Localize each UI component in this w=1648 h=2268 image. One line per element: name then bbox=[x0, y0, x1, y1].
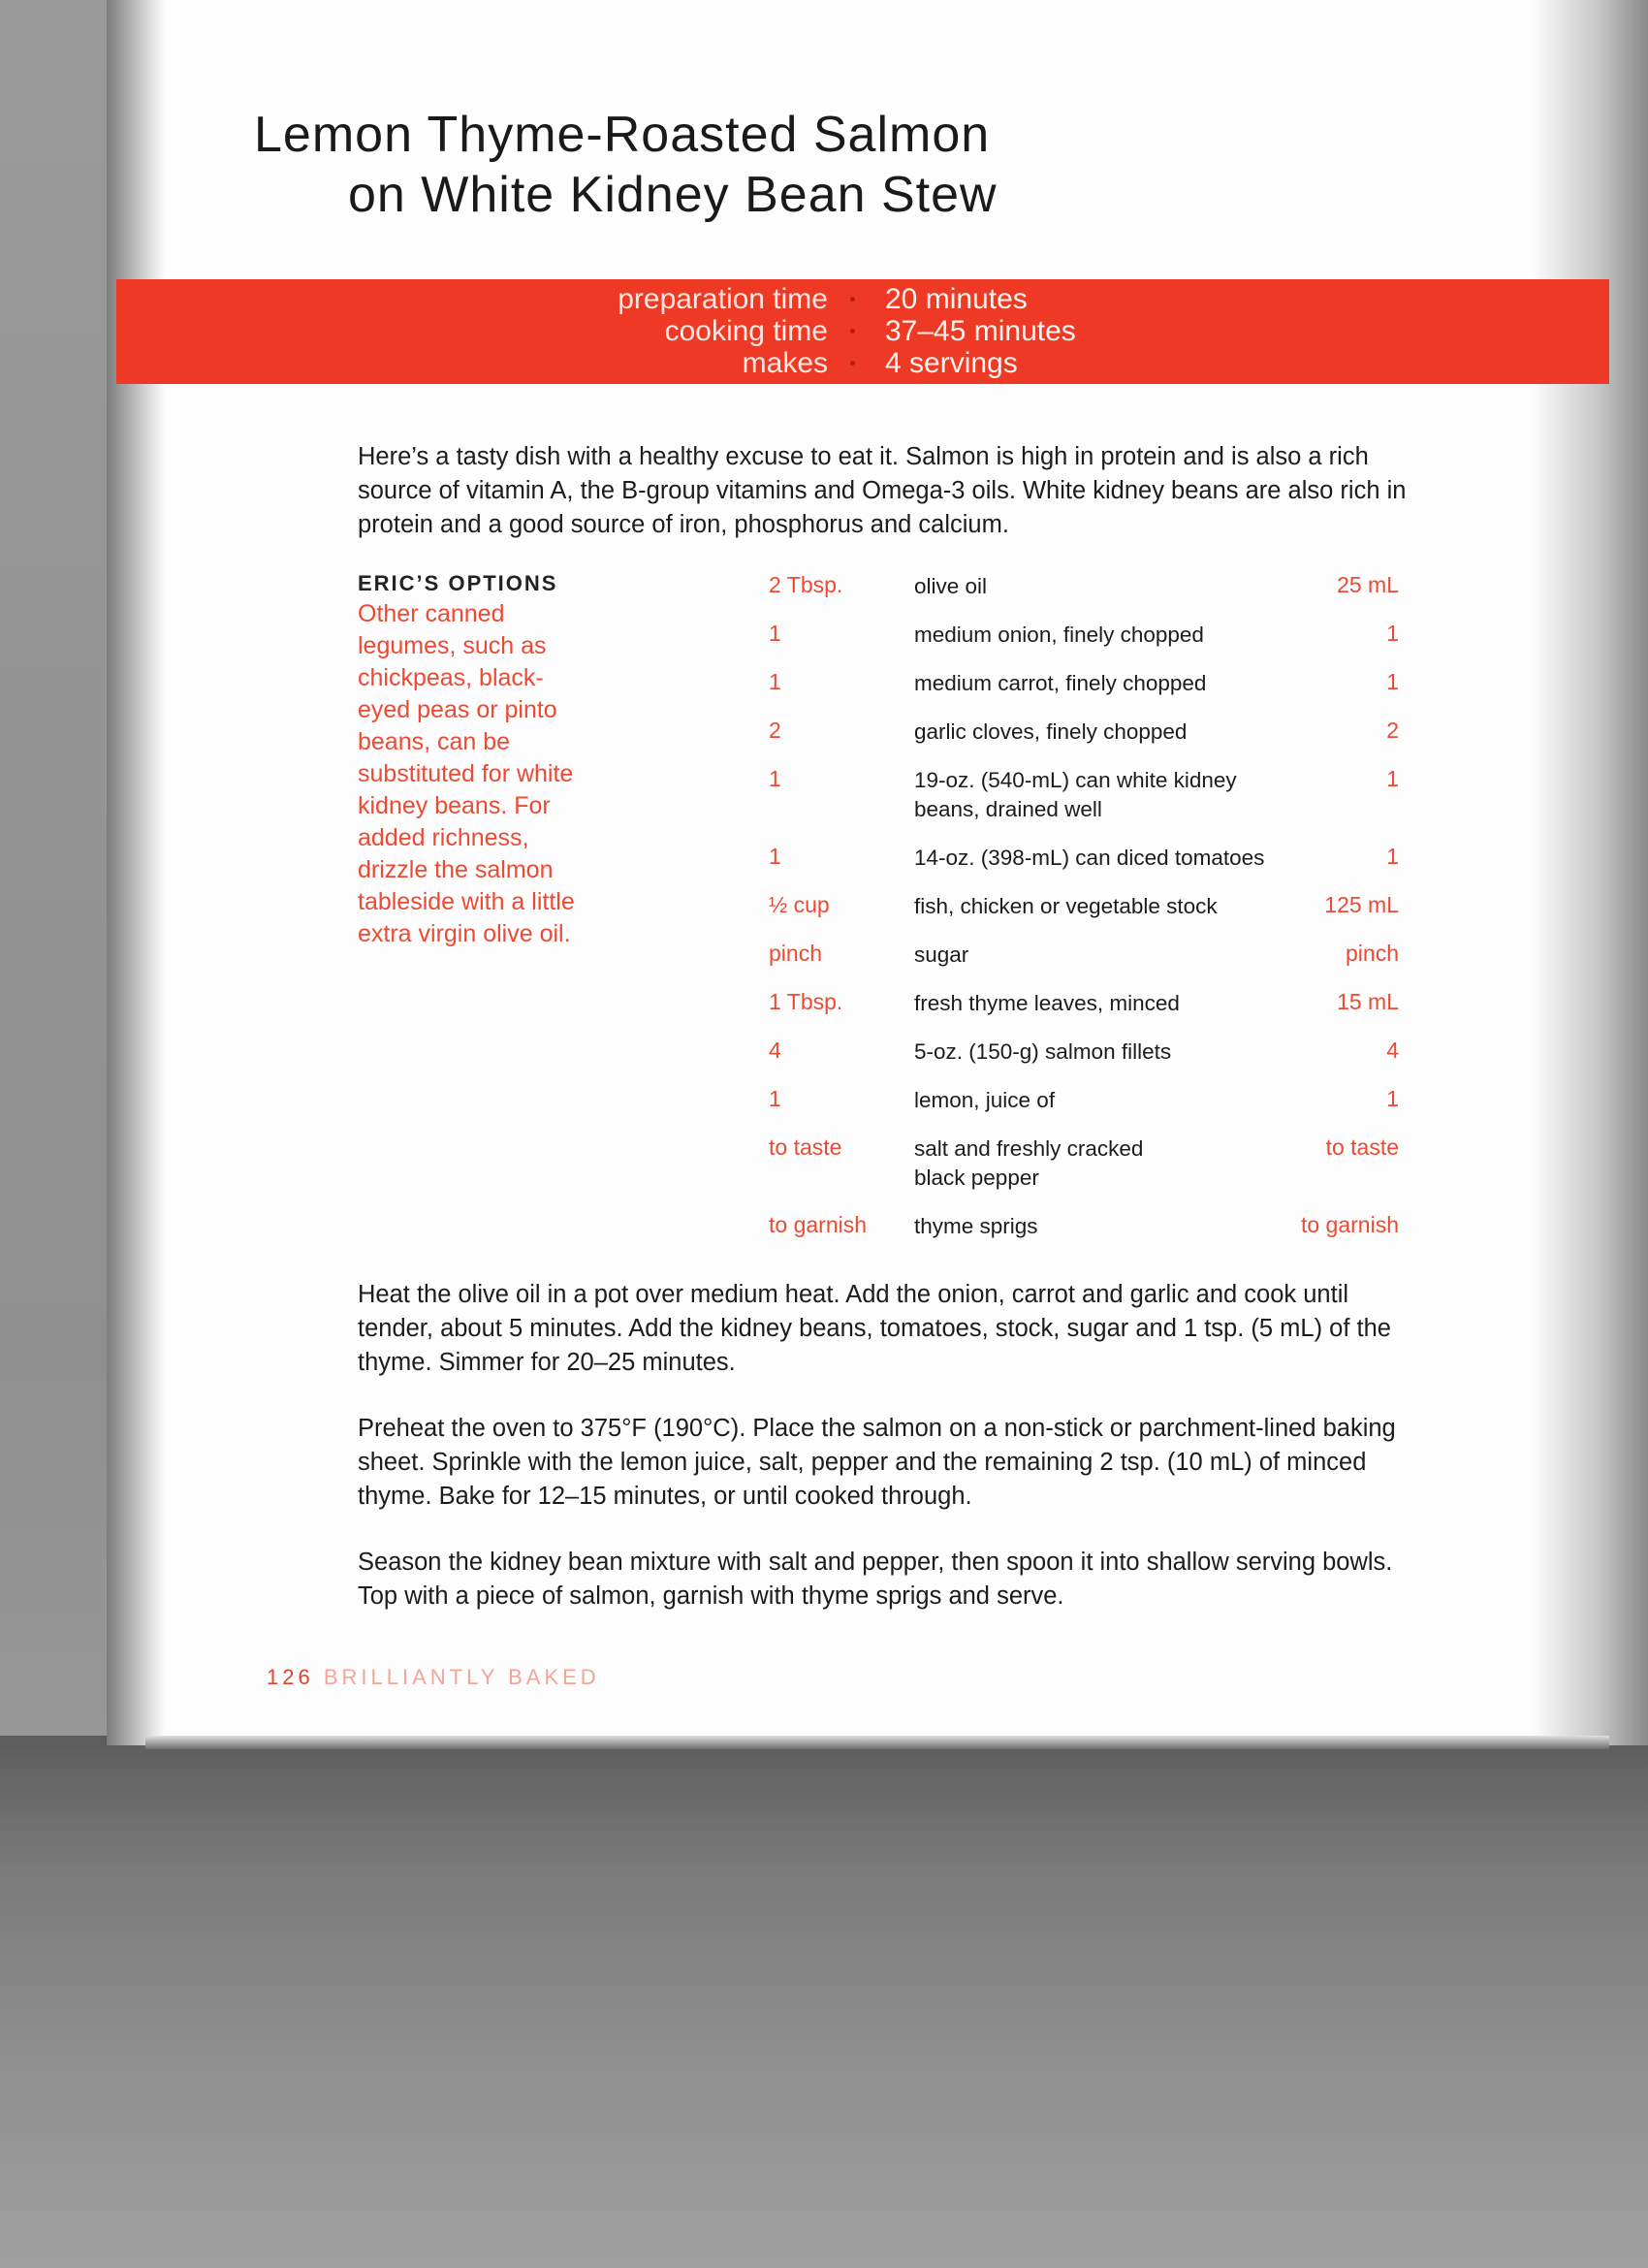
bullet-dot-icon bbox=[850, 361, 855, 366]
page-footer bbox=[267, 1665, 600, 1690]
method-step-2: Preheat the oven to 375°F (190°C). Place the salmon on a non-stick or parchment-lined baking sheet. Sprinkle with the lemon juice, salt, pepper and the remaining 2 tsp. (10 mL) of minced thyme. Bake for 12–15 minutes, or until cooked through. bbox=[358, 1415, 1396, 1510]
method-step-1: Heat the olive oil in a pot over medium heat. Add the onion, carrot and garlic and cook until tender, about 5 minutes. Add the kidney beans, tomatoes, stock, sugar and 1 tsp. (5 mL) of the thyme. Simmer for 20–25 minutes. bbox=[358, 1281, 1391, 1376]
bullet-dot-icon bbox=[850, 297, 855, 302]
prep-time-label: preparation time bbox=[618, 283, 828, 315]
ingredient-metric: 1 bbox=[1386, 844, 1399, 869]
ingredient-qty: to taste bbox=[769, 1134, 842, 1160]
band-row-cook bbox=[116, 315, 1609, 348]
ingredient-metric: 1 bbox=[1386, 1086, 1399, 1111]
ingredient-qty: 4 bbox=[769, 1038, 781, 1063]
options-text: Other canned legumes, such as chickpeas, black-eyed peas or pinto beans, can be substituted for white kidney beans. For added richness, drizzle the salmon tableside with a little extra virgin olive oil. bbox=[358, 600, 575, 947]
ingredient-metric: 125 mL bbox=[1324, 892, 1399, 917]
ingredient-qty: 1 bbox=[769, 844, 781, 869]
recipe-title bbox=[254, 105, 998, 225]
page-edge-shadow bbox=[1532, 0, 1648, 1745]
ingredient-qty: 1 bbox=[769, 1086, 781, 1111]
makes-label: makes bbox=[742, 347, 828, 379]
ingredient-name: lemon, juice of bbox=[914, 1088, 1056, 1112]
cook-time-value: 37–45 minutes bbox=[885, 315, 1076, 347]
ingredient-name: 14-oz. (398-mL) can diced tomatoes bbox=[914, 846, 1265, 870]
ingredient-qty: to garnish bbox=[769, 1212, 868, 1237]
ingredient-metric: 15 mL bbox=[1337, 989, 1399, 1014]
ingredient-qty: 1 Tbsp. bbox=[769, 989, 843, 1014]
cook-time-label: cooking time bbox=[664, 315, 828, 347]
page-gutter-shadow bbox=[107, 0, 165, 1745]
ingredient-name: thyme sprigs bbox=[914, 1214, 1038, 1238]
ingredient-qty: pinch bbox=[769, 941, 822, 966]
ingredient-name: medium onion, finely chopped bbox=[914, 623, 1204, 647]
band-row-prep bbox=[116, 283, 1609, 316]
scan-background bbox=[0, 1736, 1648, 2268]
ingredient-name: olive oil bbox=[914, 574, 988, 598]
options-heading: ERIC’S OPTIONS bbox=[358, 571, 558, 595]
ingredient-metric: 1 bbox=[1386, 621, 1399, 646]
ingredient-name: garlic cloves, finely chopped bbox=[914, 719, 1188, 744]
ingredient-metric: 25 mL bbox=[1337, 572, 1399, 597]
ingredient-metric: 4 bbox=[1386, 1038, 1399, 1063]
ingredient-name: 19-oz. (540-mL) can white kidney beans, drained well bbox=[914, 768, 1237, 821]
ingredient-metric: to garnish bbox=[1300, 1212, 1399, 1237]
band-row-makes bbox=[116, 347, 1609, 380]
ingredient-qty: 2 Tbsp. bbox=[769, 572, 843, 597]
prep-time-value: 20 minutes bbox=[885, 283, 1028, 315]
ingredient-name: sugar bbox=[914, 942, 969, 967]
ingredient-metric: pinch bbox=[1346, 941, 1399, 966]
ingredient-qty: 1 bbox=[769, 766, 781, 791]
recipe-info-band bbox=[116, 279, 1609, 384]
ingredient-name: salt and freshly cracked black pepper bbox=[914, 1136, 1144, 1190]
book-title: BRILLIANTLY BAKED bbox=[323, 1665, 600, 1689]
ingredient-metric: 1 bbox=[1386, 669, 1399, 694]
page-number: 126 bbox=[267, 1665, 314, 1689]
ingredient-qty: ½ cup bbox=[769, 892, 830, 917]
makes-value: 4 servings bbox=[885, 347, 1018, 379]
ingredient-name: medium carrot, finely chopped bbox=[914, 671, 1207, 695]
ingredient-metric: 1 bbox=[1386, 766, 1399, 791]
ingredient-name: fish, chicken or vegetable stock bbox=[914, 894, 1218, 918]
title-line-2: on White Kidney Bean Stew bbox=[348, 167, 998, 223]
bullet-dot-icon bbox=[850, 329, 855, 334]
ingredient-qty: 2 bbox=[769, 718, 781, 743]
title-line-1: Lemon Thyme-Roasted Salmon bbox=[254, 107, 991, 163]
ingredient-name: fresh thyme leaves, minced bbox=[914, 991, 1180, 1015]
ingredient-qty: 1 bbox=[769, 621, 781, 646]
ingredient-qty: 1 bbox=[769, 669, 781, 694]
ingredient-metric: to taste bbox=[1325, 1134, 1399, 1160]
recipe-intro: Here’s a tasty dish with a healthy excuse to eat it. Salmon is high in protein and is also a rich source of vitamin A, the B-group vitamins and Omega-3 oils. White kidney beans are also rich in protein and a good source of iron, phosphorus and calcium. bbox=[358, 443, 1407, 538]
ingredient-metric: 2 bbox=[1386, 718, 1399, 743]
page-bottom-edge bbox=[145, 1736, 1609, 1749]
ingredient-name: 5-oz. (150-g) salmon fillets bbox=[914, 1039, 1172, 1064]
method-step-3: Season the kidney bean mixture with salt and pepper, then spoon it into shallow serving bowls. Top with a piece of salmon, garnish with thyme sprigs and serve. bbox=[358, 1549, 1393, 1610]
